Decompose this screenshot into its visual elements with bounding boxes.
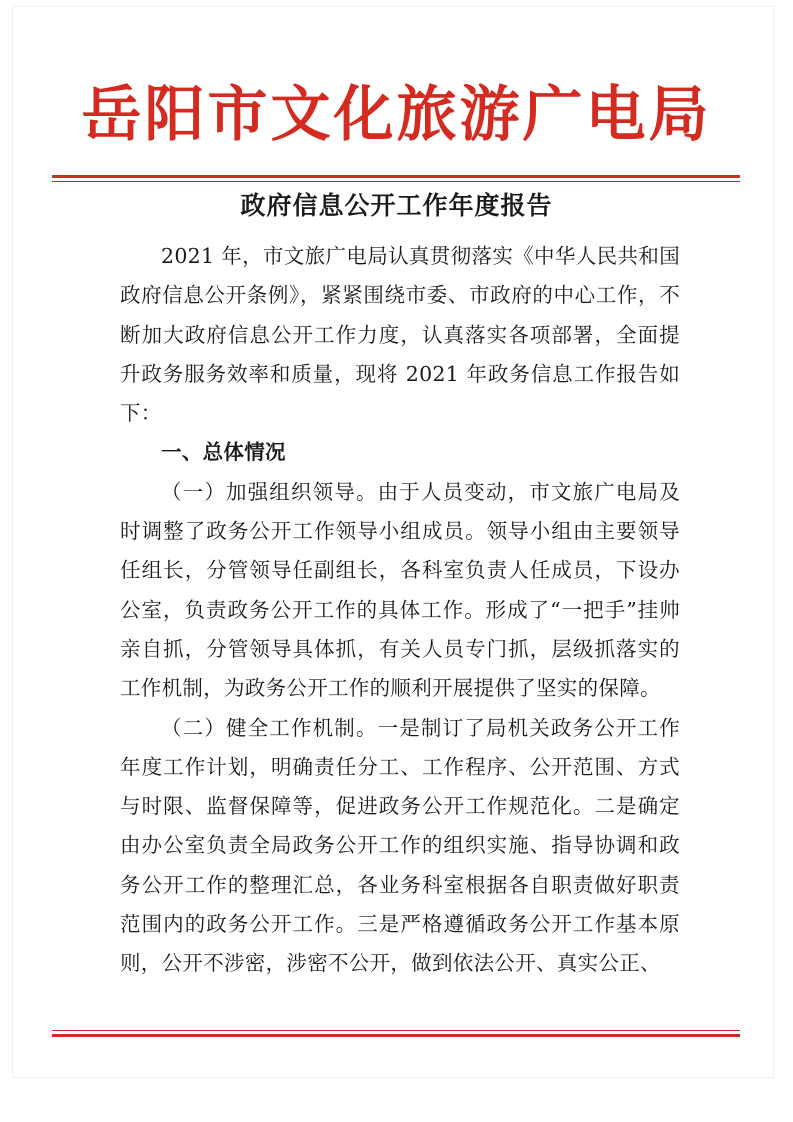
section-heading: 一、总体情况 <box>161 440 286 465</box>
report-title: 政府信息公开工作年度报告 <box>240 191 553 220</box>
document-body <box>120 237 680 984</box>
intro-paragraph: 2021 年，市文旅广电局认真贯彻落实《中华人民共和国政府信息公开条例》，紧紧围绕市委、市政府的中心工作，不断加大政府信息公开工作力度，认真落实各项部署，全面提升政务服务效率和质量，现将 2021 年政务信息工作报告如下： <box>120 244 680 426</box>
paragraph-organization-leadership: （一）加强组织领导。由于人员变动，市文旅广电局及时调整了政务公开工作领导小组成员。领导小组由主要领导任组长，分管领导任副组长，各科室负责人任成员，下设办公室，负责政务公开工作的具体工作。形成了“一把手”挂帅亲自抓，分管领导具体抓，有关人员专门抓，层级抓落实的工作机制，为政务公开工作的顺利开展提供了坚实的保障。 <box>120 479 680 701</box>
header-rule-thick <box>52 175 740 178</box>
footer-rule-thick <box>52 1034 740 1037</box>
paragraph-work-mechanism: （二）健全工作机制。一是制订了局机关政务公开工作年度工作计划，明确责任分工、工作程序、公开范围、方式与时限、监督保障等，促进政务公开工作规范化。二是确定由办公室负责全局政务公开工作的组织实施、指导协调和政务公开工作的整理汇总，各业务科室根据各自职责做好职责范围内的政务公开工作。三是严格遵循政务公开工作基本原则，公开不涉密，涉密不公开，做到依法公开、真实公正、 <box>120 715 680 976</box>
footer-rule-thin <box>52 1030 740 1031</box>
letterhead-org-name: 岳阳市文化旅游广电局 <box>81 80 712 150</box>
header-rule-thin <box>52 181 740 182</box>
